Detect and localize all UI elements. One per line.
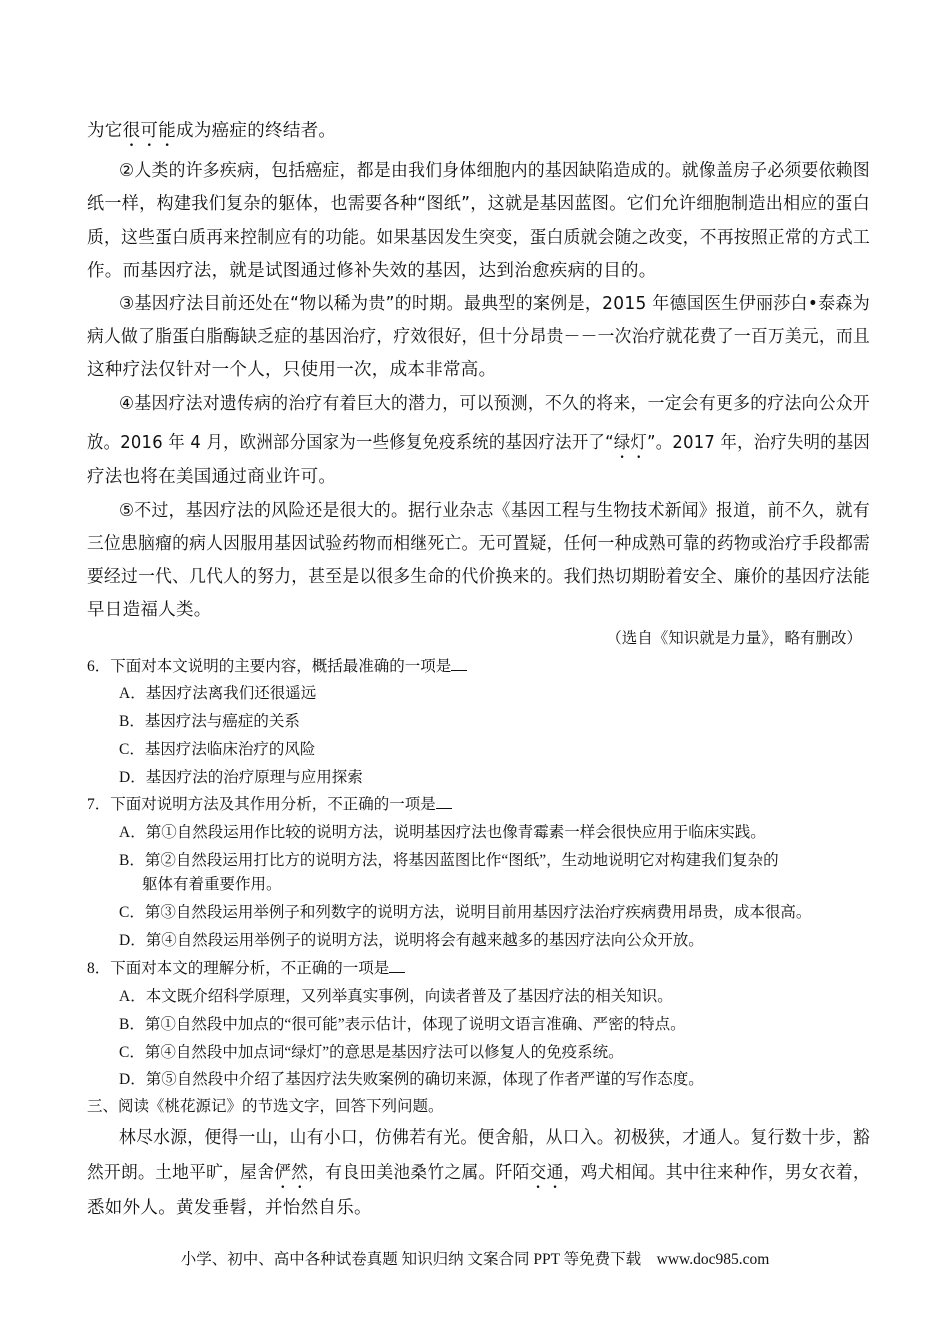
paragraph-2-line: ②人类的许多疾病，包括癌症，都是由我们身体细胞内的基因缺陷造成的。就像盖房子必须要依赖图	[119, 161, 870, 181]
text-segment: ，鸡犬相闻。其中往来种作，男女衣着，	[563, 1163, 870, 1183]
question-6-option: C．基因疗法临床治疗的风险	[119, 741, 316, 758]
question-8-option: A．本文既介绍科学原理，又列举真实事例，向读者普及了基因疗法的相关知识。	[119, 988, 673, 1005]
emphasized-phrase: 很可能	[122, 121, 177, 141]
paragraph-4-line	[87, 429, 870, 463]
question-8-stem	[87, 956, 405, 978]
paragraph-3-line: ③基因疗法目前还处在“物以稀为贵”的时期。最典型的案例是，2015 年德国医生伊丽莎白•泰森为	[119, 294, 870, 314]
source-citation: （选自《知识就是力量》，略有删改）	[606, 630, 862, 647]
paragraph-2-line: 作。而基因疗法，就是试图通过修补失效的基因，达到治愈疾病的目的。	[87, 261, 657, 281]
answer-blank[interactable]	[389, 958, 405, 973]
question-6-stem	[87, 654, 467, 676]
text-segment: 为它	[87, 121, 123, 141]
text-segment: 放。2016 年 4 月，欧洲部分国家为一些修复免疫系统的基因疗法开了“	[87, 433, 614, 453]
question-8-option: D．第⑤自然段中介绍了基因疗法失败案例的确切来源，体现了作者严谨的写作态度。	[119, 1071, 704, 1088]
question-6-option: D．基因疗法的治疗原理与应用探索	[119, 769, 363, 786]
emphasized-phrase: 交通	[529, 1163, 564, 1183]
paragraph-3-line: 病人做了脂蛋白脂酶缺乏症的基因治疗，疗效很好，但十分昂贵－－一次治疗就花费了一百万美元，而且	[87, 327, 871, 347]
section-3-heading: 三、阅读《桃花源记》的节选文字，回答下列问题。	[87, 1098, 444, 1115]
paragraph-5-line: 三位患脑瘤的病人因服用基因试验药物而相继死亡。无可置疑，任何一种成熟可靠的药物或治疗手段都需	[87, 534, 871, 554]
paragraph-5-line: 早日造福人类。	[87, 600, 212, 620]
question-text: 8．下面对本文的理解分析，不正确的一项是	[87, 960, 390, 977]
classical-text-line	[87, 1159, 870, 1193]
question-8-option: C．第④自然段中加点词“绿灯”的意思是基因疗法可以修复人的免疫系统。	[119, 1044, 624, 1061]
question-7-option: A．第①自然段运用作比较的说明方法，说明基因疗法也像青霉素一样会很快应用于临床实践。	[119, 824, 766, 841]
emphasized-phrase: 俨然	[274, 1163, 309, 1183]
question-8-option: B．第①自然段中加点的“很可能”表示估计，体现了说明文语言准确、严密的特点。	[119, 1016, 686, 1033]
emphasized-phrase: 绿灯	[613, 433, 648, 453]
question-6-option: A．基因疗法离我们还很遥远	[119, 685, 317, 702]
paragraph-2-line: 纸一样，构建我们复杂的躯体，也需要各种“图纸”，这就是基因蓝图。它们允许细胞制造出相应的蛋白	[87, 194, 871, 214]
classical-text-line: 林尽水源，便得一山，山有小口，仿佛若有光。便舍船，从口入。初极狭，才通人。复行数十步，豁	[119, 1128, 871, 1148]
classical-text-line: 悉如外人。黄发垂髫，并怡然自乐。	[87, 1198, 372, 1218]
question-7-stem	[87, 792, 452, 814]
text-segment: ，有良田美池桑竹之属。阡陌	[308, 1163, 530, 1183]
text-segment: ”。2017 年，治疗失明的基因	[647, 433, 870, 453]
answer-blank[interactable]	[436, 794, 452, 809]
question-text: 7．下面对说明方法及其作用分析，不正确的一项是	[87, 796, 436, 813]
paragraph-3-line: 这种疗法仅针对一个人，只使用一次，成本非常高。	[87, 360, 497, 380]
page-footer: 小学、初中、高中各种试卷真题 知识归纳 文案合同 PPT 等免费下载 www.doc985.com	[180, 1251, 770, 1268]
question-7-option: C．第③自然段运用举例子和列数字的说明方法，说明目前用基因疗法治疗疾病费用昂贵，成本很高。	[119, 904, 812, 921]
question-7-option-continued: 躯体有着重要作用。	[142, 876, 282, 893]
question-7-option: D．第④自然段运用举例子的说明方法，说明将会有越来越多的基因疗法向公众开放。	[119, 932, 704, 949]
question-6-option: B．基因疗法与癌症的关系	[119, 713, 300, 730]
paragraph-4-line: ④基因疗法对遗传病的治疗有着巨大的潜力，可以预测，不久的将来，一定会有更多的疗法向公众开	[119, 394, 870, 414]
text-segment: 然开朗。土地平旷，屋舍	[87, 1163, 275, 1183]
paragraph-5-line: ⑤不过，基因疗法的风险还是很大的。据行业杂志《基因工程与生物技术新闻》报道，前不久，就有	[119, 501, 870, 521]
paragraph-1-tail	[87, 117, 336, 151]
question-7-option: B．第②自然段运用打比方的说明方法，将基因蓝图比作“图纸”，生动地说明它对构建我们复杂的	[119, 852, 779, 869]
paragraph-2-line: 质，这些蛋白质再来控制应有的功能。如果基因发生突变，蛋白质就会随之改变，不再按照正常的方式工	[87, 228, 871, 248]
text-segment: 成为癌症的终结者。	[176, 121, 337, 141]
paragraph-5-line: 要经过一代、几代人的努力，甚至是以很多生命的代价换来的。我们热切期盼着安全、廉价的基因疗法能	[87, 567, 871, 587]
paragraph-4-line: 疗法也将在美国通过商业许可。	[87, 467, 337, 487]
answer-blank[interactable]	[451, 656, 467, 671]
question-text: 6．下面对本文说明的主要内容，概括最准确的一项是	[87, 658, 452, 675]
